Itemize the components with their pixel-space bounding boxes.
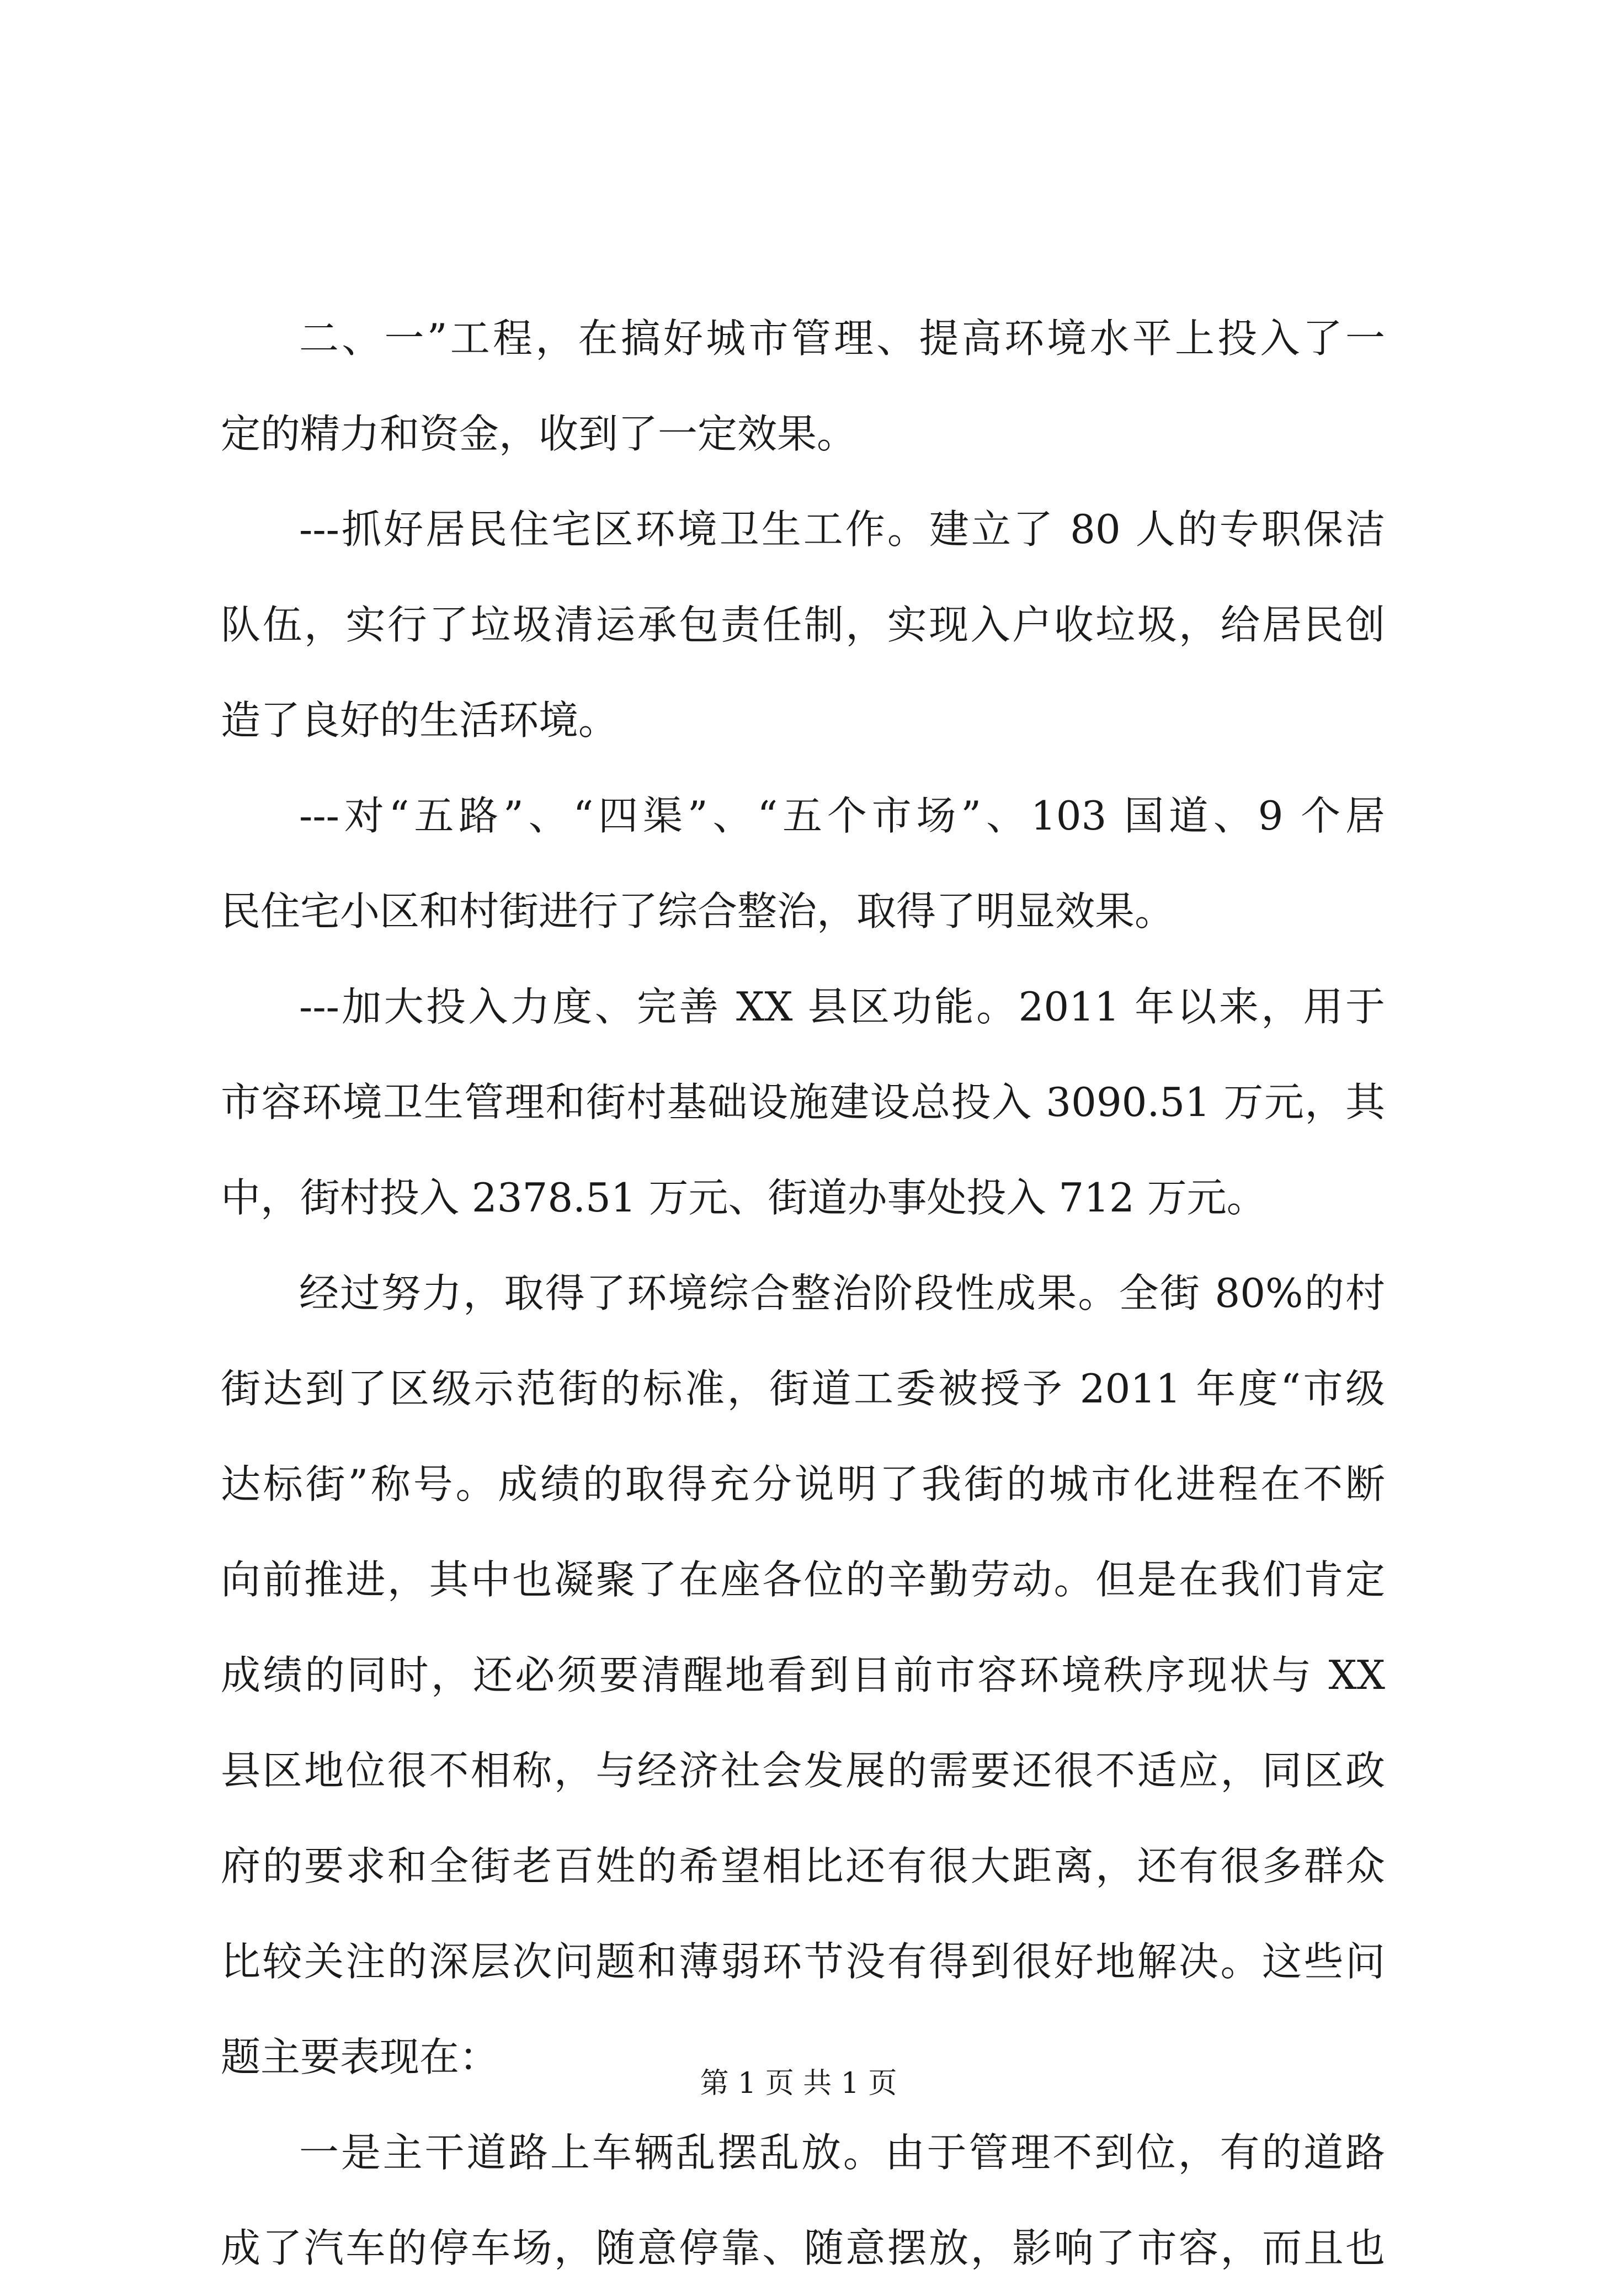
paragraph-2-line-1: ---抓好居民住宅区环境卫生工作。建立了 80 人的专职保洁 [299, 506, 1385, 552]
paragraph-5-line-9: 题主要表现在： [221, 2034, 499, 2080]
paragraph-1-line-2: 定的精力和资金，收到了一定效果。 [221, 411, 857, 457]
paragraph-1-line-1: 二、一”工程，在搞好城市管理、提高环境水平上投入了一 [299, 315, 1385, 362]
paragraph-3-line-1: ---对“五路”、“四渠”、“五个市场”、103 国道、9 个居 [299, 793, 1385, 839]
paragraph-6-line-1: 一是主干道路上车辆乱摆乱放。由于管理不到位，有的道路 [299, 2129, 1385, 2176]
document-body [221, 291, 1385, 2296]
paragraph-5-line-3: 达标街”称号。成绩的取得充分说明了我街的城市化进程在不断 [221, 1461, 1385, 1507]
paragraph-2-line-3: 造了良好的生活环境。 [221, 697, 619, 743]
page-number-footer: 第 1 页 共 1 页 [700, 2067, 897, 2100]
paragraph-5-line-7: 府的要求和全街老百姓的希望相比还有很大距离，还有很多群众 [221, 1843, 1385, 1889]
paragraph-5-line-2: 街达到了区级示范街的标准，街道工委被授予 2011 年度“市级 [221, 1365, 1385, 1412]
paragraph-6-line-2: 成了汽车的停车场，随意停靠、随意摆放，影响了市容，而且也 [221, 2225, 1385, 2271]
paragraph-5-line-5: 成绩的同时，还必须要清醒地看到目前市容环境秩序现状与 XX [221, 1652, 1385, 1698]
paragraph-5-line-6: 县区地位很不相称，与经济社会发展的需要还很不适应，同区政 [221, 1747, 1385, 1794]
paragraph-4-line-1: ---加大投入力度、完善 XX 县区功能。2011 年以来，用于 [299, 984, 1385, 1030]
paragraph-2-line-2: 队伍，实行了垃圾清运承包责任制，实现入户收垃圾，给居民创 [221, 602, 1385, 648]
paragraph-5-line-8: 比较关注的深层次问题和薄弱环节没有得到很好地解决。这些问 [221, 1938, 1385, 1985]
paragraph-4-line-3: 中，街村投入 2378.51 万元、街道办事处投入 712 万元。 [221, 1174, 1266, 1221]
paragraph-4-line-2: 市容环境卫生管理和街村基础设施建设总投入 3090.51 万元，其 [221, 1079, 1385, 1125]
paragraph-5-line-4: 向前推进，其中也凝聚了在座各位的辛勤劳动。但是在我们肯定 [221, 1556, 1385, 1603]
paragraph-3-line-2: 民住宅小区和村街进行了综合整治，取得了明显效果。 [221, 888, 1175, 934]
paragraph-5-line-1: 经过努力，取得了环境综合整治阶段性成果。全街 80%的村 [299, 1270, 1385, 1316]
